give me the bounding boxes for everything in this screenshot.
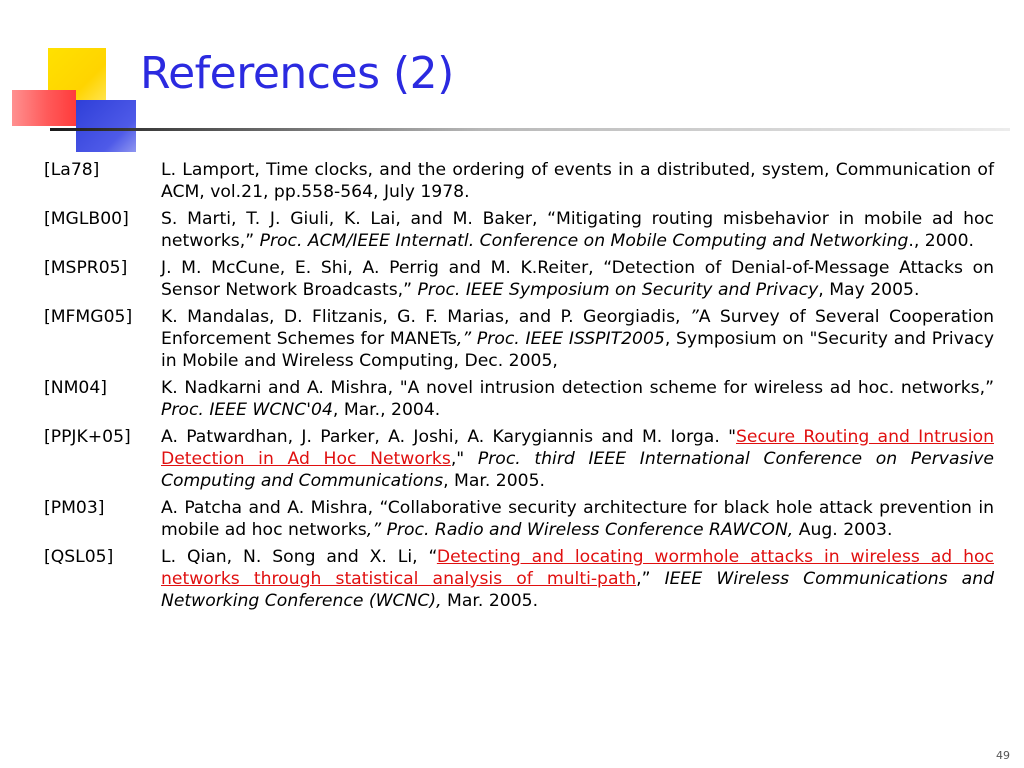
reference-segment: A. Patcha and A. Mishra, “Collaborative security architecture for black hole attack prevention in mobile ad hoc networks: [161, 498, 994, 540]
reference-venue: ”: [689, 307, 699, 327]
reference-item: [44, 208, 994, 252]
decor-red-square: [12, 90, 76, 126]
reference-text: [161, 546, 994, 612]
reference-text: [161, 497, 994, 541]
slide-title: References (2): [140, 48, 454, 99]
reference-segment: L. Qian, N. Song and X. Li, “: [161, 547, 437, 567]
reference-segment: , May 2005.: [818, 280, 920, 300]
reference-segment: J. M. McCune, E. Shi, A. Perrig and M. K.Reiter, “Detection of Denial-of-Message Attacks on Sensor Network Broadcasts,”: [161, 258, 994, 300]
reference-segment: Mar. 2005.: [441, 591, 539, 611]
reference-list: [44, 159, 994, 617]
reference-segment: K. Mandalas, D. Flitzanis, G. F. Marias, and P. Georgiadis,: [161, 307, 690, 327]
reference-venue: Proc. IEEE Symposium on Security and Privacy: [417, 280, 819, 300]
reference-segment: , Mar., 2004.: [332, 400, 441, 420]
reference-item: [44, 257, 994, 301]
reference-segment: ,": [450, 449, 478, 469]
reference-segment: A Survey of Several Cooperation Enforcement Schemes for MANETs: [161, 307, 994, 349]
reference-venue: ,” Proc. IEEE ISSPIT2005: [456, 329, 665, 349]
reference-item: [44, 426, 994, 492]
reference-venue: IEEE Wireless Communications and Networking Conference (WCNC),: [161, 569, 994, 611]
reference-key: [La78]: [44, 160, 100, 180]
reference-segment: A. Patwardhan, J. Parker, A. Joshi, A. Karygiannis and M. Iorga. ": [161, 427, 736, 447]
reference-text: [161, 208, 994, 252]
reference-key: [PM03]: [44, 498, 105, 518]
reference-link[interactable]: Secure Routing and Intrusion Detection in Ad Hoc Networks: [161, 427, 994, 469]
reference-key: [NM04]: [44, 378, 107, 398]
reference-segment: S. Marti, T. J. Giuli, K. Lai, and M. Baker, “Mitigating routing misbehavior in mobile ad hoc networks,”: [161, 209, 994, 251]
reference-key: [MSPR05]: [44, 258, 128, 278]
reference-item: [44, 377, 994, 421]
reference-item: [44, 306, 994, 372]
reference-venue: Proc. IEEE WCNC'04: [161, 400, 333, 420]
reference-item: [44, 497, 994, 541]
reference-venue: Proc. third IEEE International Conference on Pervasive Computing and Communications: [161, 449, 994, 491]
reference-text: [161, 377, 994, 421]
reference-item: [44, 546, 994, 612]
reference-text: [161, 257, 994, 301]
reference-key: [QSL05]: [44, 547, 114, 567]
reference-segment: K. Nadkarni and A. Mishra, "A novel intrusion detection scheme for wireless ad hoc. networks,”: [161, 378, 994, 398]
reference-segment: ,”: [636, 569, 665, 589]
reference-link[interactable]: Detecting and locating wormhole attacks in wireless ad hoc networks through statistical analysis of multi-path: [161, 547, 994, 589]
reference-item: [44, 159, 994, 203]
reference-venue: ,” Proc. Radio and Wireless Conference RAWCON,: [366, 520, 794, 540]
reference-text: [161, 159, 994, 203]
reference-venue: Proc. ACM/IEEE Internatl. Conference on Mobile Computing and Networking: [259, 231, 909, 251]
reference-text: [161, 306, 994, 372]
reference-segment: ., 2000.: [908, 231, 974, 251]
reference-key: [PPJK+05]: [44, 427, 131, 447]
reference-segment: L. Lamport, Time clocks, and the ordering of events in a distributed, system, Communication of ACM, vol.21, pp.558-564, July 1978.: [161, 160, 994, 202]
title-underline: [50, 128, 1010, 131]
reference-segment: Aug. 2003.: [793, 520, 893, 540]
reference-key: [MGLB00]: [44, 209, 129, 229]
page-number: 49: [996, 749, 1010, 762]
decor-blue-square: [76, 100, 136, 152]
reference-key: [MFMG05]: [44, 307, 133, 327]
reference-text: [161, 426, 994, 492]
reference-segment: , Symposium on "Security and Privacy in Mobile and Wireless Computing, Dec. 2005,: [161, 329, 995, 371]
reference-segment: , Mar. 2005.: [443, 471, 545, 491]
